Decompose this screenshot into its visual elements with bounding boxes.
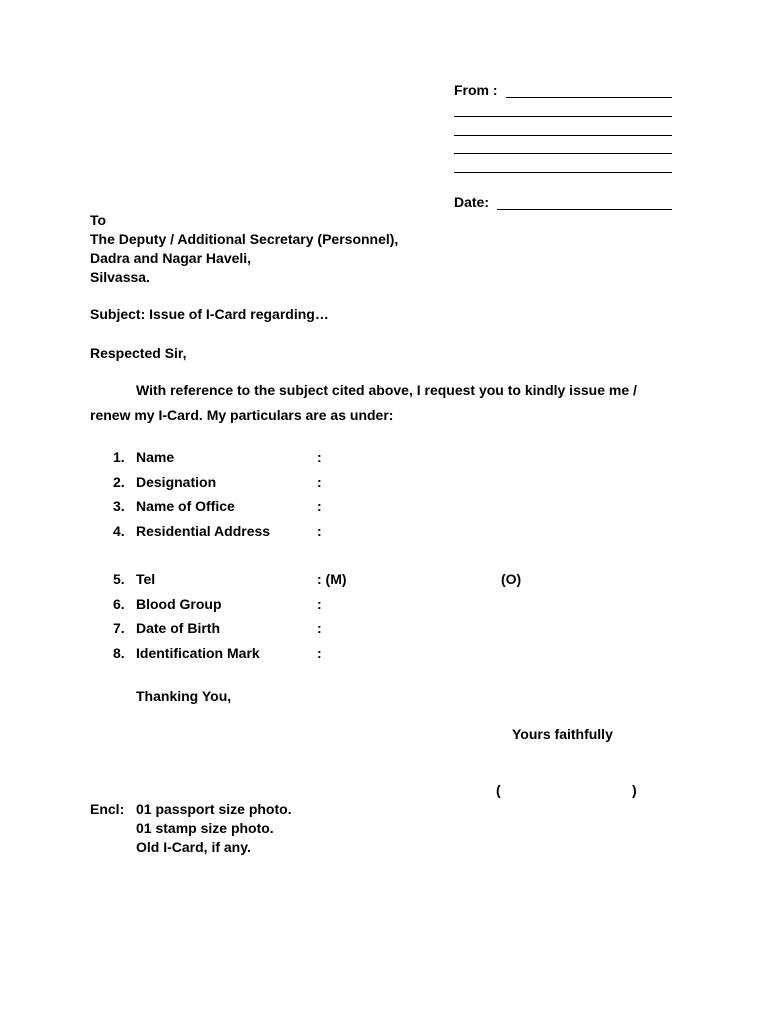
recipient-line: Silvassa. [90, 269, 150, 285]
yours-faithfully: Yours faithfully [512, 726, 613, 742]
particular-separator: : [317, 620, 322, 636]
body-line: With reference to the subject cited above, I request you to kindly issue me / [136, 382, 637, 398]
particular-number: 4. [113, 523, 125, 539]
particular-separator: : [317, 523, 322, 539]
recipient-line: The Deputy / Additional Secretary (Personnel), [90, 231, 399, 247]
address-line [454, 116, 672, 117]
from-line [506, 97, 672, 98]
enclosures-label: Encl: [90, 801, 125, 817]
address-line [454, 172, 672, 173]
particular-separator: : (M) [317, 571, 347, 587]
body-line: renew my I-Card. My particulars are as under: [90, 407, 394, 423]
particular-label: Blood Group [136, 596, 222, 612]
particular-number: 8. [113, 645, 125, 661]
particular-separator: : [317, 498, 322, 514]
signature-close-paren: ) [632, 782, 637, 798]
address-line [454, 135, 672, 136]
particular-number: 5. [113, 571, 125, 587]
particular-number: 7. [113, 620, 125, 636]
thanks-line: Thanking You, [136, 688, 232, 704]
salutation: Respected Sir, [90, 345, 187, 361]
recipient-line: Dadra and Nagar Haveli, [90, 250, 252, 266]
particular-label: Identification Mark [136, 645, 260, 661]
particular-number: 3. [113, 498, 125, 514]
office-phone-label: (O) [501, 571, 522, 587]
date-label: Date: [454, 194, 490, 210]
enclosure-item: Old I-Card, if any. [136, 839, 251, 855]
recipient-to: To [90, 212, 107, 228]
from-label: From : [454, 82, 498, 98]
signature-open-paren: ( [496, 782, 501, 798]
date-line [497, 209, 672, 210]
enclosure-item: 01 stamp size photo. [136, 820, 274, 836]
particular-separator: : [317, 645, 322, 661]
particular-number: 2. [113, 474, 125, 490]
particular-label: Name of Office [136, 498, 235, 514]
particular-separator: : [317, 596, 322, 612]
address-line [454, 153, 672, 154]
particular-label: Residential Address [136, 523, 271, 539]
subject-line: Subject: Issue of I-Card regarding… [90, 306, 329, 322]
particular-label: Name [136, 449, 175, 465]
particular-number: 1. [113, 449, 125, 465]
particular-number: 6. [113, 596, 125, 612]
particular-separator: : [317, 474, 322, 490]
particular-label: Date of Birth [136, 620, 220, 636]
particular-label: Designation [136, 474, 217, 490]
particular-separator: : [317, 449, 322, 465]
particular-label: Tel [136, 571, 156, 587]
enclosure-item: 01 passport size photo. [136, 801, 292, 817]
